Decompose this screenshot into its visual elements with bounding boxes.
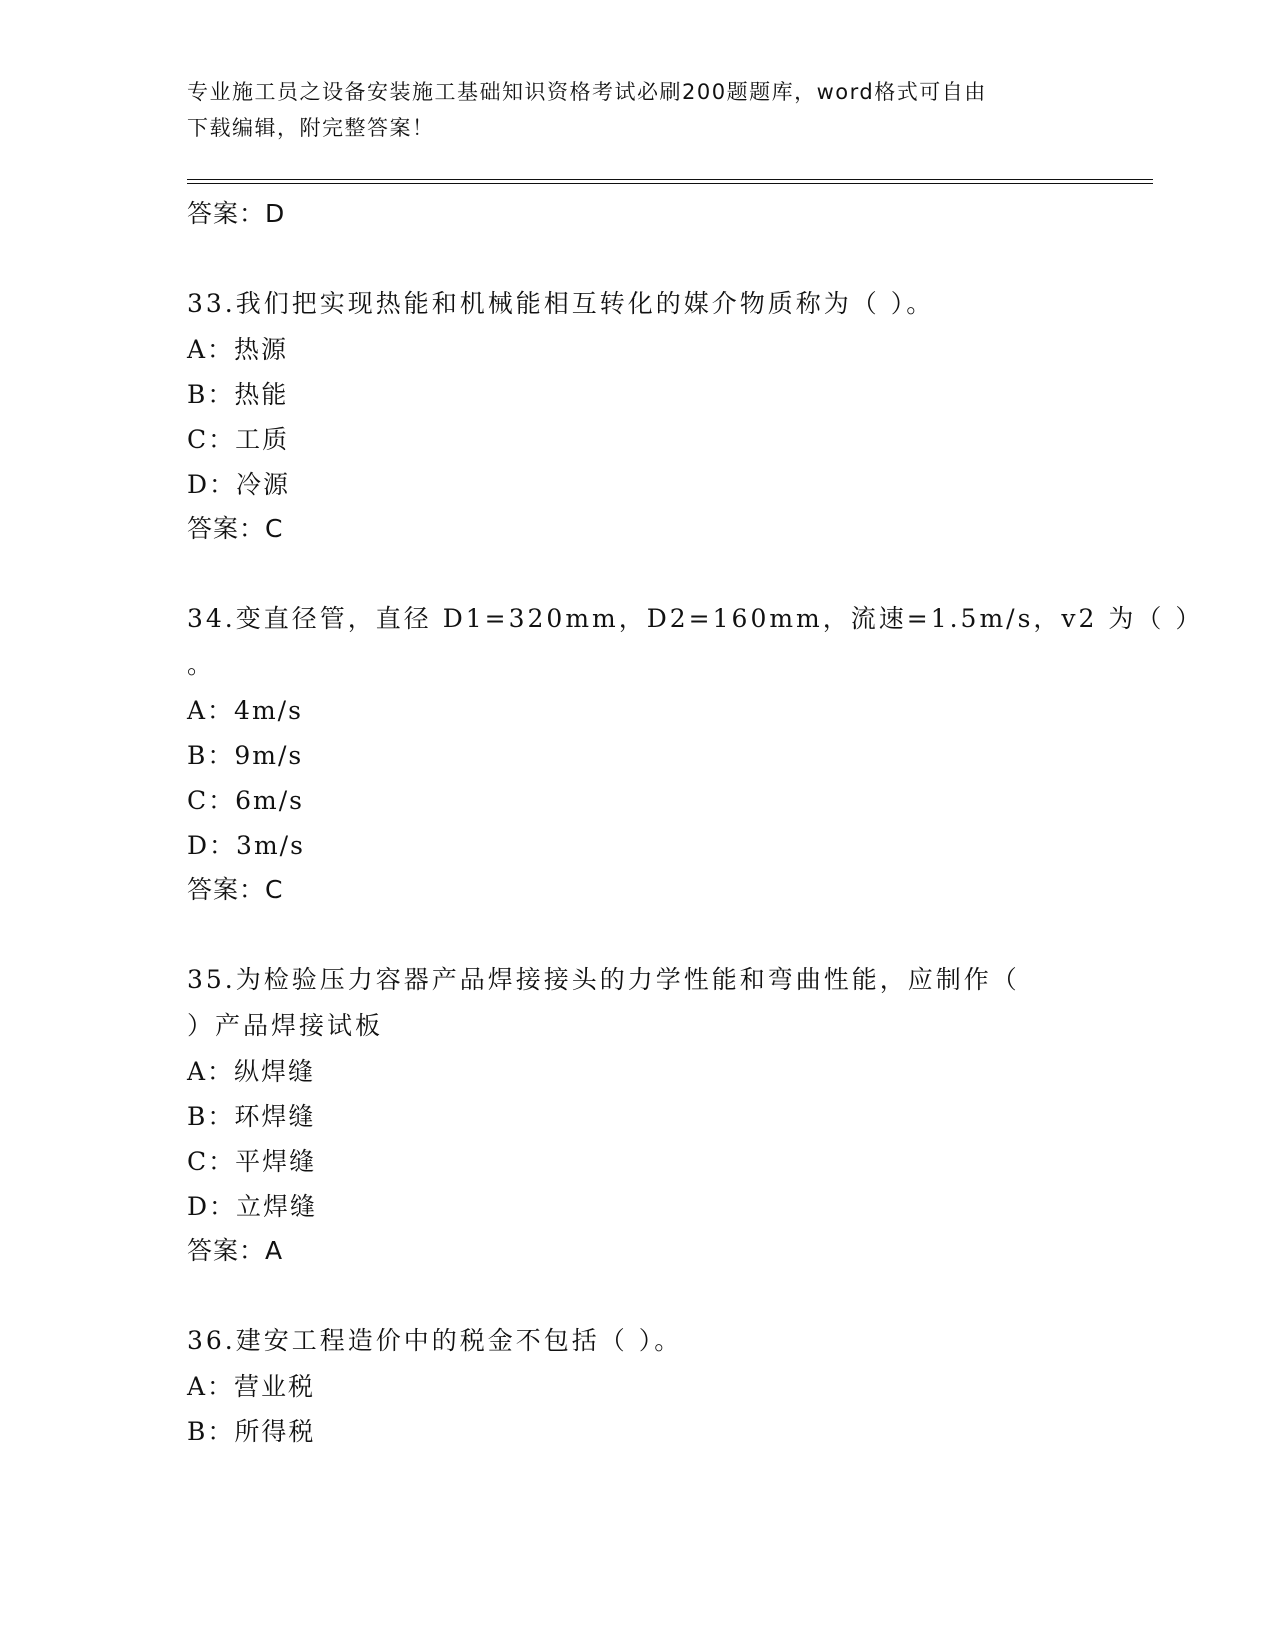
option-b: B：环焊缝 <box>187 1102 316 1131</box>
question-text: 35.为检验压力容器产品焊接接头的力学性能和弯曲性能，应制作（ <box>187 965 1020 994</box>
answer-line: 答案：C <box>187 875 284 904</box>
option-b: B：9m/s <box>187 741 304 770</box>
header-line-1: 专业施工员之设备安装施工基础知识资格考试必刷200题题库，word格式可自由 <box>187 80 987 104</box>
question-text-continued: ）产品焊接试板 <box>187 1011 384 1040</box>
option-c: C：工质 <box>187 425 290 454</box>
question-block <box>187 281 1067 551</box>
option-a: A：营业税 <box>187 1372 316 1401</box>
option-c: C：平焊缝 <box>187 1147 317 1176</box>
option-b: B：所得税 <box>187 1417 316 1446</box>
header-line-2: 下载编辑，附完整答案！ <box>187 116 435 140</box>
question-list <box>187 192 1204 1454</box>
option-d: D：立焊缝 <box>187 1192 318 1221</box>
question-text-continued: 。 <box>187 650 216 679</box>
question-text: 34.变直径管，直径 D1=320mm，D2=160mm，流速=1.5m/s，v2 为（ ） <box>187 604 1204 633</box>
question-text: 36.建安工程造价中的税金不包括（ ）。 <box>187 1326 683 1355</box>
option-b: B：热能 <box>187 380 289 409</box>
answer-line: 答案：A <box>187 1236 284 1265</box>
question-text: 33.我们把实现热能和机械能相互转化的媒介物质称为（ ）。 <box>187 289 935 318</box>
document-header <box>187 74 1067 146</box>
option-a: A：纵焊缝 <box>187 1057 316 1086</box>
question-block <box>187 957 1067 1273</box>
header-divider-bottom <box>187 183 1153 184</box>
option-c: C：6m/s <box>187 786 304 815</box>
option-d: D：3m/s <box>187 831 305 860</box>
option-a: A：热源 <box>187 335 289 364</box>
answer-line: 答案：C <box>187 514 284 543</box>
option-a: A：4m/s <box>187 696 303 725</box>
question-block <box>187 596 1204 912</box>
header-divider-top <box>187 179 1153 180</box>
option-d: D：冷源 <box>187 470 291 499</box>
answer-line: 答案：D <box>187 199 286 228</box>
question-block <box>187 1318 1067 1454</box>
